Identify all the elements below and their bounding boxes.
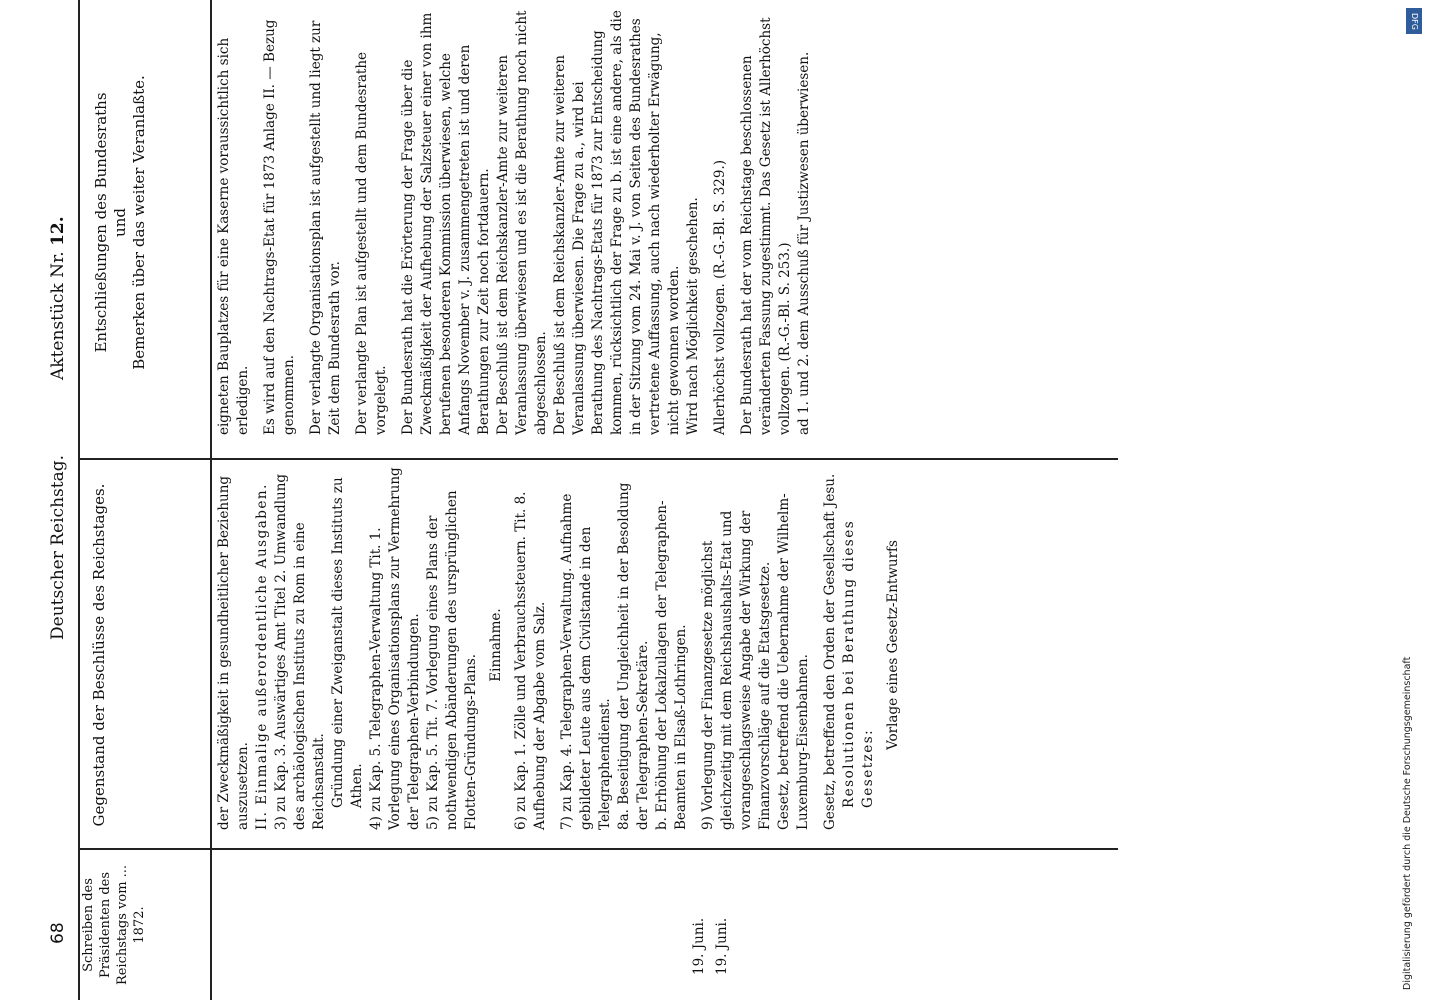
subject-entry: Gesetz, betreffend die Uebernahme der Wilhelm-Luxemburg-Eisenbahnen. — [776, 493, 811, 830]
resolution-entry: Der verlangte Organisationsplan ist aufgestellt und liegt zur Zeit dem Bundesrath vor. — [308, 20, 343, 435]
page-number: 68 — [48, 922, 68, 944]
subject-entry: 8a. Beseitigung der Ungleichheit in der Besoldung der Telegraphen-Sekretäre. — [616, 482, 651, 830]
subject-heading: Einnahme. — [488, 608, 504, 682]
column-heading-date: Schreiben des Präsidenten des Reichstags vom ... 1872. — [81, 864, 147, 986]
subject-entry: 4) zu Kap. 5. Telegraphen-Verwaltung Tit. 1. Vorlegung eines Organisationsplans zur Vermehrung der Telegraphen-Verbindungen. — [368, 467, 422, 830]
resolution-entry: Der verlangte Plan ist aufgestellt und dem Bundesrathe vorgelegt. — [354, 51, 389, 435]
resolution-entry: Der Beschluß ist dem Reichskanzler-Amte zur weiteren Veranlassung überwiesen und es ist die Berathung noch nicht abgeschlossen. — [495, 10, 549, 435]
dfg-logo-icon: DFG — [1406, 8, 1422, 34]
subject-entry: Resolutionen bei Berathung dieses Gesetzes: — [841, 519, 876, 808]
header-row-rule — [210, 0, 212, 1000]
column-heading-resolutions — [92, 0, 149, 445]
aktenstueck-label: Aktenstück Nr. — [48, 251, 68, 380]
subject-column — [215, 460, 909, 830]
subject-entry: b. Erhöhung der Lokalzulagen der Telegraphen-Beamten in Elsaß-Lothringen. — [654, 500, 689, 830]
digitization-credit — [1402, 0, 1424, 1000]
subject-entry: Vorlage eines Gesetz-Entwurfs — [885, 540, 901, 750]
subject-entry: II. Einmalige außerordentliche Ausgaben. — [254, 483, 270, 830]
c3-heading-line3: Bemerken über das weiter Veranlaßte. — [130, 75, 148, 370]
resolution-entry: Wird nach Möglichkeit geschehen. — [685, 197, 701, 435]
subject-entry: 5) zu Kap. 5. Tit. 7. Vorlegung eines Plans der nothwendigen Abänderungen des ursprünglichen Flotten-Gründungs-Plans. — [425, 490, 479, 830]
aktenstueck-number: 12. — [48, 216, 68, 246]
resolution-entry: eigneten Bauplatzes für eine Kaserne voraussichtlich sich erledigen. — [216, 37, 251, 435]
subject-entry: Gründung einer Zweiganstalt dieses Instituts zu Athen. — [330, 477, 365, 808]
credit-text: Digitalisierung gefördert durch die Deutsche Forschungsgemeinschaft — [1402, 656, 1413, 990]
resolution-entry: Allerhöchst vollzogen. (R.-G.-Bl. S. 329.) — [712, 159, 728, 435]
resolution-entry: Es wird auf den Nachtrags-Etat für 1873 Anlage II. — Bezug genommen. — [262, 19, 297, 435]
c3-heading-line1: Entschließungen des Bundesraths — [92, 92, 110, 353]
header-right-title — [48, 216, 68, 380]
column-heading-subject: Gegenstand der Beschlüsse des Reichstages. — [90, 483, 108, 827]
subject-entry: Gesetz, betreffend den Orden der Gesellschaft Jesu. — [822, 473, 838, 830]
resolution-entry: ad 1. und 2. dem Ausschuß für Justizwesen überwiesen. — [796, 51, 812, 435]
c3-heading-line2: und — [111, 208, 129, 237]
resolution-entry: Der Beschluß ist dem Reichskanzler-Amte zur weiteren Veranlassung überwiesen. Die Frage zu a., wird bei Berathung des Nachtrags-Etats für 1873 zur Entscheidung kommen, rücksichtlich der Frage zu b. ist eine andere, als die in der Sitzung vom 24. Mai v. J. von Seiten des Bundesrathes vertretene Auffassung, auch nach wiederholter Erwägung, nicht gewonnen worden. — [552, 10, 682, 435]
date-entry: 19. Juni. — [714, 917, 730, 975]
subject-entry: 6) zu Kap. 1. Zölle und Verbrauchssteuern. Tit. 8. Aufhebung der Abgabe vom Salz. — [513, 491, 548, 830]
subject-entry: 3) zu Kap. 3. Auswärtiges Amt Titel 2. Umwandlung des archäologischen Instituts zu Rom in eine Reichsanstalt. — [273, 473, 327, 830]
page-header — [36, 0, 76, 1000]
resolution-column — [215, 5, 814, 435]
resolution-entry: Der Bundesrath hat der vom Reichstage beschlossenen veränderten Fassung zugestimmt. Das Gesetz ist Allerhöchst vollzogen. (R.-G.-Bl. S. 253.) — [739, 17, 793, 435]
header-left-title: Deutscher Reichstag. — [48, 455, 68, 640]
date-entry: 19. Juni. — [691, 917, 707, 975]
subject-entry: der Zweckmäßigkeit in gesundheitlicher Beziehung auszusetzen. — [216, 475, 251, 830]
subject-entry: 9) Vorlegung der Finanzgesetze möglichst gleichzeitig mit dem Reichshaushalts-Etat und vorangeschlagsweise Angabe der Wirkung der Finanzvorschläge auf die Etatsgesetze. — [700, 510, 773, 830]
resolution-entry: Der Bundesrath hat die Erörterung der Frage über die Zweckmäßigkeit der Aufhebung der Salzsteuer einer von ihm berufenen besonderen Kommission überwiesen, welche Anfangs November v. J. zusammengetreten ist und deren Berathungen zur Zeit noch fortdauern. — [400, 12, 492, 435]
subject-entry: 7) zu Kap. 4. Telegraphen-Verwaltung. Aufnahme gebildeter Leute aus dem Civilstande in den Telegraphendienst. — [559, 493, 613, 830]
date-column — [215, 850, 732, 975]
